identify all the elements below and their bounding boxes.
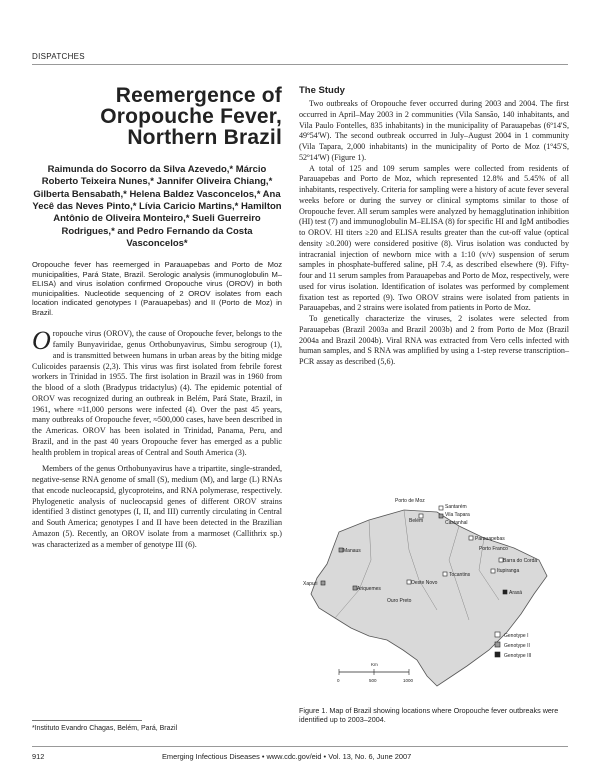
intro-paragraph: [32, 326, 282, 458]
map-label-porto-franco: Porto Franco: [479, 546, 508, 552]
pin-genotype-2: [439, 514, 443, 518]
map-label-xapuri: Xapuri: [303, 581, 318, 587]
article-title: Reemergence of Oropouche Fever, Northern Brazil: [100, 84, 282, 149]
map-label-araxa: Araxá: [509, 590, 523, 596]
abstract: Oropouche fever has reemerged in Parauapebas and Porto de Moz municipalities, Pará State, Brazil. Serologic analysis (immunoglobulin M–ELISA) and virus isolation confirmed Oropouche virus (OROV) in both municipalities. Nucleotide sequencing of 2 OROV isolates from each location indicated genotypes I (Parauapebas) and II (Porto de Moz) in Brazil.: [32, 260, 282, 317]
map-label-castanhal: Castanhal: [445, 520, 468, 526]
intro-text: [32, 326, 282, 550]
map-label-belem: Belém: [409, 518, 424, 524]
map-label-ariquemes: Ariquemes: [357, 586, 381, 592]
pin-genotype-2: [321, 581, 325, 585]
footnote-rule: [32, 720, 142, 721]
affiliation-footnote: *Instituto Evandro Chagas, Belém, Pará, Brazil: [32, 725, 178, 732]
scale-tick-label: 500: [369, 678, 377, 683]
pin-genotype-3: [503, 590, 507, 594]
map-label-tocantins: Tocantins: [449, 572, 471, 578]
pin-genotype-1: [491, 569, 495, 573]
pin-genotype-2: [339, 548, 343, 552]
scale-tick-label: 0: [337, 678, 340, 683]
map-label-barra-do-corda: Barra do Corda: [503, 558, 538, 564]
page-footer: [32, 752, 568, 761]
map-label-ouro-preto: Ouro Preto: [387, 598, 412, 604]
scale-tick-label: 1000: [403, 678, 414, 683]
map-label-porto-de-moz: Porto de Moz: [395, 498, 425, 504]
pin-genotype-1: [443, 572, 447, 576]
legend-label-genotype-3: Genotype III: [504, 653, 532, 659]
study-text: [299, 99, 569, 368]
pin-genotype-1: [439, 506, 443, 510]
left-column: [32, 85, 282, 550]
journal-citation: Emerging Infectious Diseases • www.cdc.gov/eid • Vol. 13, No. 6, June 2007: [162, 752, 412, 761]
legend-label-genotype-2: Genotype II: [504, 643, 530, 649]
figure-map: [299, 490, 569, 690]
legend-swatch-genotype-1: [495, 632, 500, 637]
right-column: [299, 85, 569, 368]
pin-genotype-1: [407, 580, 411, 584]
pin-genotype-1: [419, 514, 423, 518]
brazil-map: [299, 490, 569, 690]
outbreak-paragraph: Two outbreaks of Oropouche fever occurred during 2003 and 2004. The first occurred in April–May 2003 in 2 communities (Vila Sansão, 140 inhabitants, and Vila Paulo Fontelles, 835 inhabitants) in the municipality of Parauapebas (6º14'S, 49º54'W). The second outbreak occurred in July–August 2004 in 1 community (Vila Tapara, 2,000 inhabitants) in the municipality of Porto de Moz (1º45'S, 52º14'W) (Figure 1).: [299, 99, 569, 162]
map-label-manaus: Manaus: [343, 548, 361, 554]
genome-paragraph: Members of the genus Orthobunyavirus have a tripartite, single-stranded, negative-sense RNA genome of small (S), medium (M), and large (L) RNAs that encode nucleocapsid, glycoproteins, and RNA polymerase, respectively. Phylogenetic analysis of nucleocapsid genes of different OROV strains identified 3 distinct genotypes (I, II, and III) currently circulating in Central and South America; genotypes I and II have been detected in the Brazilian Amazon (5). Recently, an OROV isolate from a marmoset (Callithrix sp.) was characterized as a member of genotype III (6).: [32, 464, 282, 549]
map-label-santarem: Santarém: [445, 504, 467, 510]
legend-label-genotype-1: Genotype I: [504, 633, 529, 639]
map-label-parauapebas: Parauapebas: [475, 536, 505, 542]
header-rule: [32, 64, 568, 65]
drop-cap: O: [32, 326, 51, 356]
intro-paragraph-text: ropouche virus (OROV), the cause of Oropouche fever, belongs to the family Bunyaviridae, genus Orthobunyavirus, Simbu serogroup (1), and is transmitted between humans in urban areas by the biting midge Culicoides paraensis (2,3). This virus was first isolated from febrile forest workers in Trinidad in 1955. The first isolation in Brazil was in 1960 from the blood of a sloth (Bradypus tridactylus) (4). The epidemic potential of OROV was recognized during an outbreak in Belém, Pará State, Brazil, in 1961, where ≈11,000 persons were infected (4). Over the past 45 years, many outbreaks of Oropouche fever, ≈500,000 cases, have been described in the Americas. OROV has been isolated in Trinidad, Panama, Peru, and Brazil, and in the past 40 years Oropouche fever has emerged as a public health problem in tropical areas of Central and South America (3).: [32, 329, 282, 457]
map-label-oeste-novo: Oeste Novo: [411, 580, 438, 586]
map-label-vila-tapara: Vila Tapara: [445, 512, 470, 518]
sequencing-paragraph: To genetically characterize the viruses, 2 isolates were selected from Parauapebas (Brazil 2003a and Brazil 2003b) and 2 from Porto de Moz (Brazil 2004a and Brazil 2004b). Viral RNA was extracted from Vero cells infected with human samples, and S RNA was amplified by using a 1-step reverse transcription–PCR assay as described (5,6).: [299, 314, 569, 366]
page-number: 912: [32, 752, 45, 761]
pin-genotype-1: [499, 558, 503, 562]
section-label: DISPATCHES: [32, 52, 85, 61]
author-list: Raimunda do Socorro da Silva Azevedo,* Márcio Roberto Teixeira Nunes,* Jannifer Oliveira Chiang,* Gilberta Bensabath,* Helena Baldez Vasconcelos,* Ana Yecê das Neves Pinto,* Lívia Caricio Martins,* Hamilton Antônio de Oliveira Monteiro,* Sueli Guerreiro Rodrigues,* and Pedro Fernando da Costa Vasconcelos*: [32, 164, 282, 250]
legend-swatch-genotype-2: [495, 642, 500, 647]
scale-unit-label: Km: [371, 662, 378, 667]
serum-paragraph: A total of 125 and 109 serum samples were collected from residents of Parauapebas and Porto de Moz, which represented 12.8% and 5.45% of all inhabitants, respectively. Criteria for sampling were a history of acute fever several weeks before or during the survey or clinical symptoms similar to those of Oropouche fever. All serum samples were analyzed by hemagglutination inhibition (HI) test (7) and immunoglobulin M–ELISA (8) for specific HI and IgM antibodies to OROV. HI titers ≥20 and ELISA results greater than the cut-off value (optical density ≥0.200) were considered positive (8). Virus isolation was conducted by intracranial injection of newborn mice with a 1:10 (v/v) suspension of serum samples in phosphate-buffered saline, pH 7.4, as described elsewhere (9). Fifty-four and 11 serum samples from Parauapebas and Porto de Moz, respectively, were used for virus isolation. Identification of isolates was performed by complement fixation test as reported (9). Two OROV strains were isolated from patients in Parauapebas, and 2 strains were isolated from patients in Porto de Moz.: [299, 163, 569, 313]
map-label-itupiranga: Itupiranga: [497, 568, 520, 574]
figure-caption: Figure 1. Map of Brazil showing locations where Oropouche fever outbreaks were identified up to 2003–2004.: [299, 706, 559, 724]
section-heading-study: The Study: [299, 85, 345, 96]
legend-swatch-genotype-3: [495, 652, 500, 657]
pin-genotype-1: [469, 536, 473, 540]
footer-rule: [32, 746, 568, 747]
pin-genotype-2: [353, 586, 357, 590]
